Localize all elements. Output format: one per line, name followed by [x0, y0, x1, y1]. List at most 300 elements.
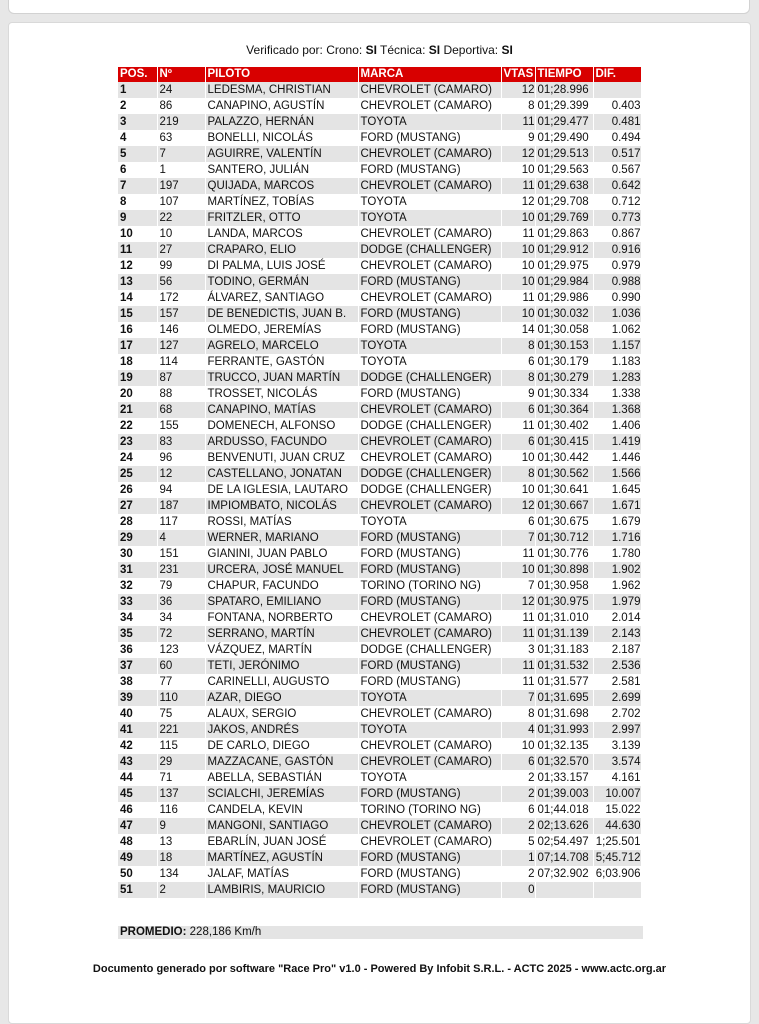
table-row: [118, 594, 641, 610]
table-row: [118, 274, 641, 290]
cell-laps: 7: [501, 530, 535, 546]
cell-number: 60: [157, 658, 205, 674]
table-row: [118, 498, 641, 514]
cell-laps: 8: [501, 370, 535, 386]
cell-diff: 5;45.712: [593, 850, 641, 866]
cell-make: FORD (MUSTANG): [358, 674, 501, 690]
cell-make: CHEVROLET (CAMARO): [358, 402, 501, 418]
verification-tecnica-label: Técnica:: [380, 43, 426, 57]
cell-make: CHEVROLET (CAMARO): [358, 82, 501, 98]
cell-laps: 10: [501, 562, 535, 578]
cell-pos: 9: [118, 210, 157, 226]
cell-time: 01;30.179: [535, 354, 593, 370]
cell-pos: 2: [118, 98, 157, 114]
cell-diff: 0.712: [593, 194, 641, 210]
cell-pos: 29: [118, 530, 157, 546]
cell-laps: 2: [501, 770, 535, 786]
cell-pos: 47: [118, 818, 157, 834]
cell-number: 4: [157, 530, 205, 546]
cell-driver: ÁLVAREZ, SANTIAGO: [205, 290, 358, 306]
cell-driver: ARDUSSO, FACUNDO: [205, 434, 358, 450]
table-row: [118, 562, 641, 578]
cell-laps: 10: [501, 306, 535, 322]
cell-laps: 7: [501, 578, 535, 594]
table-row: [118, 722, 641, 738]
header-laps: VTAS: [501, 67, 535, 82]
cell-time: 07;14.708: [535, 850, 593, 866]
cell-pos: 25: [118, 466, 157, 482]
results-table: [118, 67, 642, 898]
table-row: [118, 98, 641, 114]
cell-pos: 1: [118, 82, 157, 98]
cell-make: CHEVROLET (CAMARO): [358, 178, 501, 194]
cell-number: 72: [157, 626, 205, 642]
cell-make: FORD (MUSTANG): [358, 658, 501, 674]
cell-laps: 8: [501, 338, 535, 354]
cell-diff: 1.446: [593, 450, 641, 466]
cell-time: 01;33.157: [535, 770, 593, 786]
table-row: [118, 178, 641, 194]
cell-driver: EBARLÍN, JUAN JOSÉ: [205, 834, 358, 850]
cell-driver: CARINELLI, AUGUSTO: [205, 674, 358, 690]
cell-number: 155: [157, 418, 205, 434]
cell-time: 01;31.139: [535, 626, 593, 642]
cell-diff: 0.517: [593, 146, 641, 162]
cell-time: 01;29.399: [535, 98, 593, 114]
cell-pos: 42: [118, 738, 157, 754]
cell-number: 29: [157, 754, 205, 770]
table-row: [118, 306, 641, 322]
cell-make: CHEVROLET (CAMARO): [358, 818, 501, 834]
table-row: [118, 674, 641, 690]
table-row: [118, 114, 641, 130]
cell-time: 01;29.984: [535, 274, 593, 290]
cell-diff: 4.161: [593, 770, 641, 786]
cell-laps: 12: [501, 194, 535, 210]
verification-deportiva-label: Deportiva:: [443, 43, 499, 57]
cell-pos: 6: [118, 162, 157, 178]
cell-driver: LAMBIRIS, MAURICIO: [205, 882, 358, 898]
cell-diff: 0.481: [593, 114, 641, 130]
table-row: [118, 386, 641, 402]
cell-time: 01;30.675: [535, 514, 593, 530]
cell-laps: 2: [501, 786, 535, 802]
cell-diff: 1.780: [593, 546, 641, 562]
cell-time: 02;13.626: [535, 818, 593, 834]
cell-time: 01;30.153: [535, 338, 593, 354]
cell-diff: 1.157: [593, 338, 641, 354]
cell-time: 01;30.898: [535, 562, 593, 578]
cell-pos: 23: [118, 434, 157, 450]
cell-time: 01;32.135: [535, 738, 593, 754]
cell-number: 221: [157, 722, 205, 738]
table-row: [118, 610, 641, 626]
cell-time: [535, 882, 593, 898]
cell-diff: 1.679: [593, 514, 641, 530]
cell-laps: 11: [501, 626, 535, 642]
cell-laps: 14: [501, 322, 535, 338]
cell-pos: 49: [118, 850, 157, 866]
cell-diff: 2.536: [593, 658, 641, 674]
cell-make: CHEVROLET (CAMARO): [358, 434, 501, 450]
cell-time: 01;30.032: [535, 306, 593, 322]
cell-time: 01;31.183: [535, 642, 593, 658]
cell-number: 79: [157, 578, 205, 594]
cell-pos: 43: [118, 754, 157, 770]
cell-number: 86: [157, 98, 205, 114]
cell-make: FORD (MUSTANG): [358, 274, 501, 290]
verification-deportiva: SI: [501, 43, 513, 57]
cell-pos: 7: [118, 178, 157, 194]
cell-diff: 0.773: [593, 210, 641, 226]
verification-line: [9, 43, 750, 57]
table-row: [118, 578, 641, 594]
cell-driver: MARTÍNEZ, AGUSTÍN: [205, 850, 358, 866]
cell-driver: BENVENUTI, JUAN CRUZ: [205, 450, 358, 466]
table-row: [118, 402, 641, 418]
table-row: [118, 370, 641, 386]
cell-number: 36: [157, 594, 205, 610]
cell-laps: 12: [501, 594, 535, 610]
cell-driver: MAZZACANE, GASTÓN: [205, 754, 358, 770]
table-row: [118, 626, 641, 642]
cell-number: 114: [157, 354, 205, 370]
cell-make: CHEVROLET (CAMARO): [358, 834, 501, 850]
cell-make: TOYOTA: [358, 194, 501, 210]
cell-driver: DE CARLO, DIEGO: [205, 738, 358, 754]
cell-pos: 8: [118, 194, 157, 210]
cell-make: FORD (MUSTANG): [358, 594, 501, 610]
cell-laps: 10: [501, 450, 535, 466]
cell-time: 01;30.958: [535, 578, 593, 594]
cell-pos: 3: [118, 114, 157, 130]
cell-pos: 39: [118, 690, 157, 706]
table-row: [118, 322, 641, 338]
table-row: [118, 130, 641, 146]
average-speed-value: 228,186 Km/h: [189, 926, 262, 938]
cell-time: 01;30.058: [535, 322, 593, 338]
cell-make: CHEVROLET (CAMARO): [358, 226, 501, 242]
cell-driver: DE LA IGLESIA, LAUTARO: [205, 482, 358, 498]
header-time: TIEMPO: [535, 67, 593, 82]
cell-diff: 0.567: [593, 162, 641, 178]
cell-make: FORD (MUSTANG): [358, 386, 501, 402]
cell-driver: SCIALCHI, JEREMÍAS: [205, 786, 358, 802]
cell-diff: 1.368: [593, 402, 641, 418]
cell-laps: 8: [501, 706, 535, 722]
cell-laps: 6: [501, 754, 535, 770]
cell-diff: 2.702: [593, 706, 641, 722]
cell-pos: 27: [118, 498, 157, 514]
cell-pos: 13: [118, 274, 157, 290]
cell-diff: 0.990: [593, 290, 641, 306]
table-row: [118, 706, 641, 722]
cell-driver: URCERA, JOSÉ MANUEL: [205, 562, 358, 578]
cell-laps: 4: [501, 722, 535, 738]
cell-laps: 11: [501, 658, 535, 674]
cell-time: 01;29.708: [535, 194, 593, 210]
cell-time: 02;54.497: [535, 834, 593, 850]
cell-driver: TETI, JERÓNIMO: [205, 658, 358, 674]
cell-diff: 1.338: [593, 386, 641, 402]
cell-time: 01;31.532: [535, 658, 593, 674]
cell-pos: 17: [118, 338, 157, 354]
cell-time: 01;29.563: [535, 162, 593, 178]
cell-diff: 0.988: [593, 274, 641, 290]
cell-driver: AZAR, DIEGO: [205, 690, 358, 706]
cell-driver: VÁZQUEZ, MARTÍN: [205, 642, 358, 658]
table-row: [118, 82, 641, 98]
cell-driver: SPATARO, EMILIANO: [205, 594, 358, 610]
cell-diff: [593, 882, 641, 898]
cell-driver: LEDESMA, CHRISTIAN: [205, 82, 358, 98]
cell-pos: 40: [118, 706, 157, 722]
cell-driver: CHAPUR, FACUNDO: [205, 578, 358, 594]
cell-make: FORD (MUSTANG): [358, 562, 501, 578]
cell-diff: 2.699: [593, 690, 641, 706]
verification-tecnica: SI: [428, 43, 441, 57]
cell-time: 01;29.986: [535, 290, 593, 306]
cell-pos: 50: [118, 866, 157, 882]
cell-number: 83: [157, 434, 205, 450]
cell-make: CHEVROLET (CAMARO): [358, 626, 501, 642]
table-row: [118, 770, 641, 786]
cell-number: 231: [157, 562, 205, 578]
cell-pos: 16: [118, 322, 157, 338]
cell-diff: 6;03.906: [593, 866, 641, 882]
cell-laps: 0: [501, 882, 535, 898]
cell-diff: 3.574: [593, 754, 641, 770]
cell-make: CHEVROLET (CAMARO): [358, 258, 501, 274]
cell-number: 151: [157, 546, 205, 562]
cell-laps: 11: [501, 114, 535, 130]
cell-time: 01;30.402: [535, 418, 593, 434]
cell-pos: 36: [118, 642, 157, 658]
cell-laps: 6: [501, 802, 535, 818]
cell-number: 87: [157, 370, 205, 386]
results-page: [8, 22, 751, 1024]
cell-pos: 38: [118, 674, 157, 690]
cell-diff: 2.187: [593, 642, 641, 658]
cell-number: 63: [157, 130, 205, 146]
cell-laps: 11: [501, 418, 535, 434]
cell-make: CHEVROLET (CAMARO): [358, 610, 501, 626]
table-row: [118, 834, 641, 850]
cell-driver: CRAPARO, ELIO: [205, 242, 358, 258]
cell-time: 01;29.863: [535, 226, 593, 242]
cell-driver: DE BENEDICTIS, JUAN B.: [205, 306, 358, 322]
cell-number: 1: [157, 162, 205, 178]
table-row: [118, 466, 641, 482]
cell-pos: 21: [118, 402, 157, 418]
cell-driver: AGUIRRE, VALENTÍN: [205, 146, 358, 162]
cell-make: CHEVROLET (CAMARO): [358, 98, 501, 114]
table-row: [118, 450, 641, 466]
cell-make: CHEVROLET (CAMARO): [358, 146, 501, 162]
cell-make: FORD (MUSTANG): [358, 306, 501, 322]
cell-time: 01;29.513: [535, 146, 593, 162]
cell-laps: 3: [501, 642, 535, 658]
cell-pos: 44: [118, 770, 157, 786]
cell-driver: CANAPINO, MATÍAS: [205, 402, 358, 418]
cell-make: CHEVROLET (CAMARO): [358, 754, 501, 770]
cell-laps: 11: [501, 674, 535, 690]
previous-page-edge: [8, 0, 750, 14]
cell-pos: 14: [118, 290, 157, 306]
cell-time: 01;30.667: [535, 498, 593, 514]
cell-time: 01;30.641: [535, 482, 593, 498]
cell-pos: 30: [118, 546, 157, 562]
cell-driver: ABELLA, SEBASTIÁN: [205, 770, 358, 786]
cell-make: CHEVROLET (CAMARO): [358, 738, 501, 754]
cell-pos: 26: [118, 482, 157, 498]
cell-pos: 33: [118, 594, 157, 610]
cell-driver: FONTANA, NORBERTO: [205, 610, 358, 626]
cell-laps: 6: [501, 434, 535, 450]
cell-time: 01;30.442: [535, 450, 593, 466]
cell-time: 01;30.364: [535, 402, 593, 418]
cell-pos: 4: [118, 130, 157, 146]
cell-make: TOYOTA: [358, 514, 501, 530]
cell-make: FORD (MUSTANG): [358, 850, 501, 866]
cell-pos: 37: [118, 658, 157, 674]
cell-time: 01;29.769: [535, 210, 593, 226]
verification-prefix: Verificado por: Crono:: [246, 43, 363, 57]
cell-make: TOYOTA: [358, 722, 501, 738]
cell-number: 115: [157, 738, 205, 754]
table-row: [118, 418, 641, 434]
cell-diff: 1.036: [593, 306, 641, 322]
cell-laps: 9: [501, 130, 535, 146]
table-row: [118, 194, 641, 210]
cell-pos: 46: [118, 802, 157, 818]
cell-pos: 51: [118, 882, 157, 898]
cell-diff: 3.139: [593, 738, 641, 754]
cell-make: CHEVROLET (CAMARO): [358, 450, 501, 466]
cell-diff: 0.403: [593, 98, 641, 114]
cell-time: 01;30.279: [535, 370, 593, 386]
cell-make: DODGE (CHALLENGER): [358, 370, 501, 386]
cell-diff: 2.997: [593, 722, 641, 738]
cell-time: 01;30.712: [535, 530, 593, 546]
cell-driver: CANAPINO, AGUSTÍN: [205, 98, 358, 114]
cell-make: TOYOTA: [358, 114, 501, 130]
table-row: [118, 514, 641, 530]
cell-number: 137: [157, 786, 205, 802]
cell-diff: 10.007: [593, 786, 641, 802]
cell-driver: CASTELLANO, JONATAN: [205, 466, 358, 482]
average-speed-bar: [118, 926, 643, 939]
cell-time: 01;39.003: [535, 786, 593, 802]
cell-time: 01;29.477: [535, 114, 593, 130]
cell-diff: 1.283: [593, 370, 641, 386]
cell-driver: ALAUX, SERGIO: [205, 706, 358, 722]
cell-driver: IMPIOMBATO, NICOLÁS: [205, 498, 358, 514]
cell-pos: 19: [118, 370, 157, 386]
cell-number: 27: [157, 242, 205, 258]
cell-pos: 32: [118, 578, 157, 594]
cell-make: TOYOTA: [358, 210, 501, 226]
cell-pos: 15: [118, 306, 157, 322]
cell-number: 99: [157, 258, 205, 274]
table-row: [118, 690, 641, 706]
cell-driver: SANTERO, JULIÁN: [205, 162, 358, 178]
cell-number: 123: [157, 642, 205, 658]
cell-laps: 10: [501, 738, 535, 754]
cell-number: 197: [157, 178, 205, 194]
cell-pos: 24: [118, 450, 157, 466]
cell-make: FORD (MUSTANG): [358, 866, 501, 882]
cell-number: 75: [157, 706, 205, 722]
cell-pos: 48: [118, 834, 157, 850]
cell-make: FORD (MUSTANG): [358, 546, 501, 562]
cell-pos: 22: [118, 418, 157, 434]
cell-driver: MANGONI, SANTIAGO: [205, 818, 358, 834]
cell-driver: BONELLI, NICOLÁS: [205, 130, 358, 146]
cell-driver: QUIJADA, MARCOS: [205, 178, 358, 194]
cell-time: 01;31.577: [535, 674, 593, 690]
cell-time: 01;30.334: [535, 386, 593, 402]
cell-driver: JAKOS, ANDRÉS: [205, 722, 358, 738]
cell-driver: FERRANTE, GASTÓN: [205, 354, 358, 370]
cell-time: 01;29.975: [535, 258, 593, 274]
table-row: [118, 738, 641, 754]
cell-number: 71: [157, 770, 205, 786]
cell-diff: 1.645: [593, 482, 641, 498]
cell-laps: 6: [501, 514, 535, 530]
cell-driver: PALAZZO, HERNÁN: [205, 114, 358, 130]
cell-diff: 1.716: [593, 530, 641, 546]
cell-diff: 2.581: [593, 674, 641, 690]
table-row: [118, 802, 641, 818]
cell-diff: [593, 82, 641, 98]
cell-number: 127: [157, 338, 205, 354]
cell-laps: 12: [501, 498, 535, 514]
header-number: Nº: [157, 67, 205, 82]
cell-diff: 1;25.501: [593, 834, 641, 850]
cell-laps: 10: [501, 482, 535, 498]
cell-time: 01;29.638: [535, 178, 593, 194]
header-diff: DIF.: [593, 67, 641, 82]
cell-laps: 7: [501, 690, 535, 706]
cell-number: 10: [157, 226, 205, 242]
cell-number: 34: [157, 610, 205, 626]
table-row: [118, 754, 641, 770]
cell-number: 56: [157, 274, 205, 290]
table-header-row: [118, 67, 641, 82]
table-row: [118, 658, 641, 674]
cell-laps: 11: [501, 546, 535, 562]
cell-diff: 1.979: [593, 594, 641, 610]
cell-make: FORD (MUSTANG): [358, 882, 501, 898]
cell-pos: 41: [118, 722, 157, 738]
cell-driver: TROSSET, NICOLÁS: [205, 386, 358, 402]
cell-driver: CANDELA, KEVIN: [205, 802, 358, 818]
table-row: [118, 850, 641, 866]
table-row: [118, 818, 641, 834]
cell-number: 13: [157, 834, 205, 850]
table-row: [118, 258, 641, 274]
cell-number: 22: [157, 210, 205, 226]
table-row: [118, 546, 641, 562]
cell-time: 07;32.902: [535, 866, 593, 882]
cell-make: DODGE (CHALLENGER): [358, 418, 501, 434]
cell-laps: 2: [501, 866, 535, 882]
cell-pos: 10: [118, 226, 157, 242]
cell-make: TOYOTA: [358, 338, 501, 354]
table-row: [118, 146, 641, 162]
cell-time: 01;31.993: [535, 722, 593, 738]
